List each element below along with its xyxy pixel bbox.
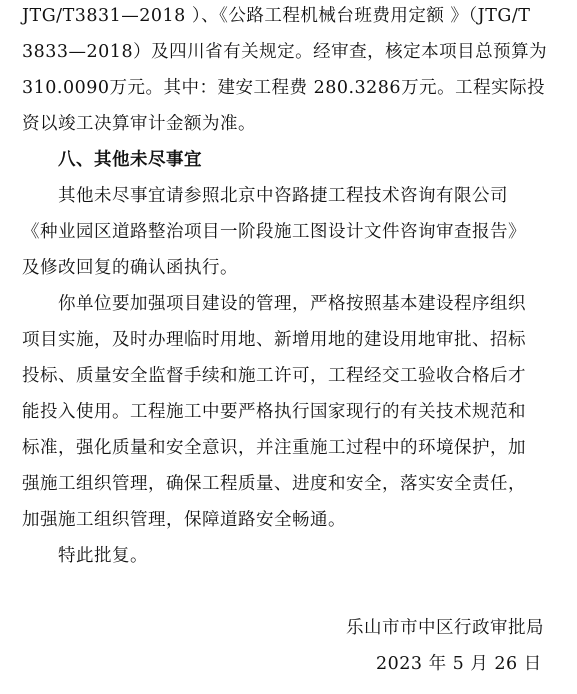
paragraph1-line-2: 《种业园区道路整治项目一阶段施工图设计文件咨询审查报告》 <box>22 222 526 242</box>
paragraph2-line-3: 投标、质量安全监督手续和施工许可，工程经交工验收合格后才 <box>22 366 526 386</box>
paragraph1-line-3: 及修改回复的确认函执行。 <box>22 258 238 278</box>
paragraph2-line-4: 能投入使用。工程施工中要严格执行国家现行的有关技术规范和 <box>22 402 526 422</box>
paragraph2-line-5: 标准，强化质量和安全意识，并注重施工过程中的环境保护，加 <box>22 438 526 458</box>
intro-line-1: JTG/T3831—2018 ）、《公路工程机械台班费用定额 》（JTG/T <box>22 6 531 26</box>
intro-line-2: 3833—2018）及四川省有关规定。经审查，核定本项目总预算为 <box>22 42 548 62</box>
closing-text: 特此批复。 <box>58 546 148 566</box>
intro-line-3: 310.0090万元。其中：建安工程费 280.3286万元。工程实际投 <box>22 78 546 98</box>
paragraph2-line-7: 加强施工组织管理，保障道路安全畅通。 <box>22 510 346 530</box>
paragraph2-line-2: 项目实施，及时办理临时用地、新增用地的建设用地审批、招标 <box>22 330 526 350</box>
section-heading: 八、其他未尽事宜 <box>58 150 202 170</box>
paragraph1-line-1: 其他未尽事宜请参照北京中咨路捷工程技术咨询有限公司 <box>58 186 508 206</box>
issuer-name: 乐山市市中区行政审批局 <box>346 618 544 638</box>
paragraph2-line-6: 强施工组织管理，确保工程质量、进度和安全，落实安全责任， <box>22 474 526 494</box>
paragraph2-line-1: 你单位要加强项目建设的管理，严格按照基本建设程序组织 <box>58 294 526 314</box>
intro-line-4: 资以竣工决算审计金额为准。 <box>22 114 256 134</box>
issue-date: 2023 年 5 月 26 日 <box>376 654 542 674</box>
